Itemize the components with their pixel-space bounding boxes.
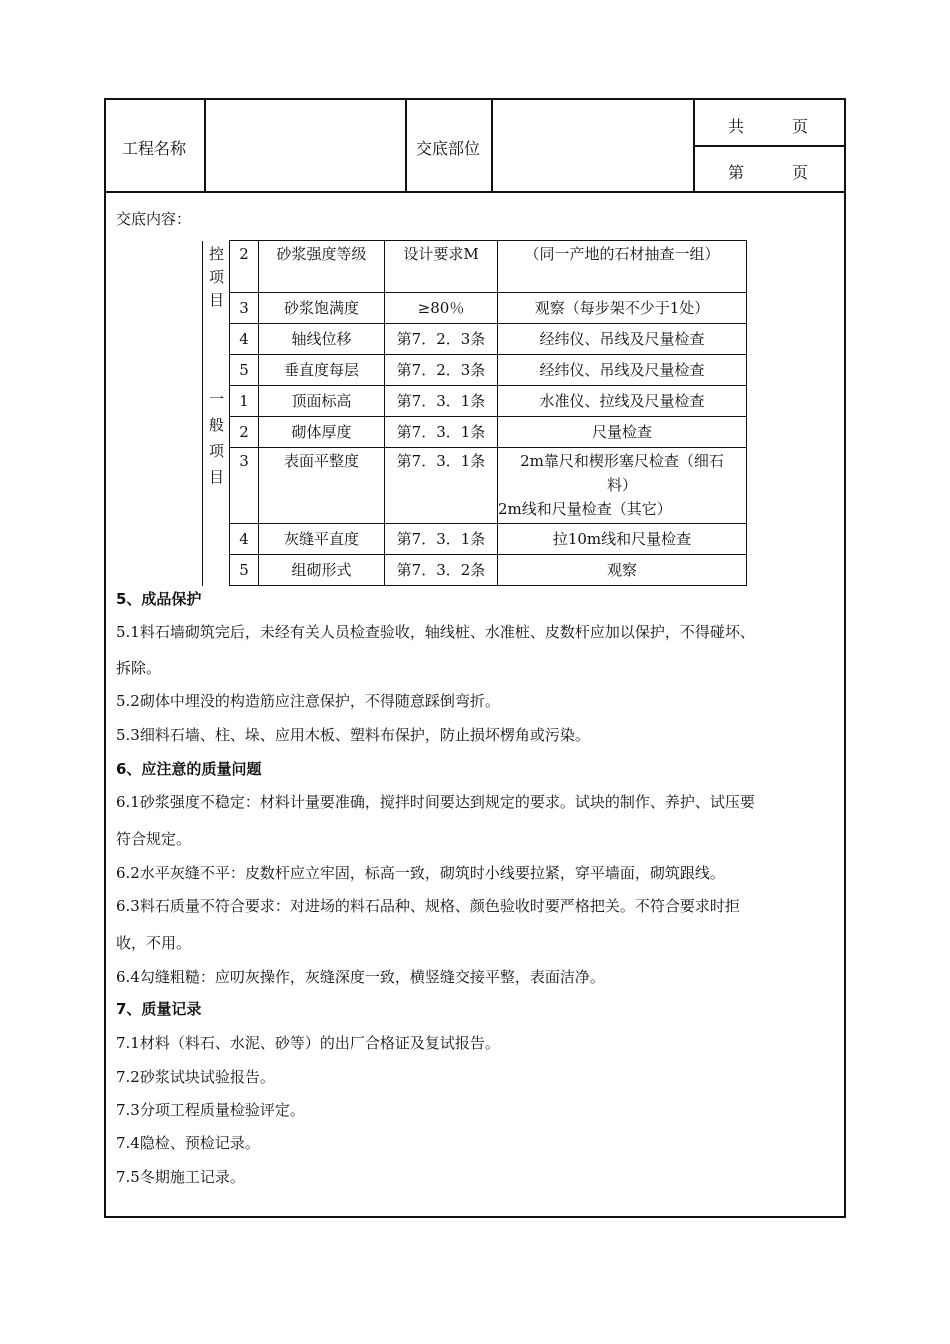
page-number: 第 页 (728, 163, 809, 182)
inspection-table (202, 240, 747, 586)
table-row: 4 灰缝平直度 第7．3．1条 拉10m线和尺量检查 (203, 524, 747, 555)
para-6-2: 6.2水平灰缝不平：皮数杆应立牢固，标高一致，砌筑时小线要拉紧，穿平墙面，砌筑跟线。 (116, 864, 725, 882)
handover-form (104, 98, 846, 1218)
handover-part-label: 交底部位 (416, 139, 481, 158)
section-5-title: 5、成品保护 (116, 590, 202, 608)
para-7-1: 7.1材料（料石、水泥、砂等）的出厂合格证及复试报告。 (116, 1034, 500, 1052)
header-divider-2 (405, 100, 407, 192)
group-general: 一般项目 (203, 386, 230, 586)
para-7-2: 7.2砂浆试块试验报告。 (116, 1068, 275, 1086)
section-6-title: 6、应注意的质量问题 (116, 760, 262, 778)
para-6-3a: 6.3料石质量不符合要求：对进场的料石品种、规格、颜色验收时要严格把关。不符合要求时拒 (116, 897, 740, 915)
table-row: 2 砌体厚度 第7．3．1条 尺量检查 (203, 417, 747, 448)
table-row: 3 砂浆饱满度 ≥80％ 观察（每步架不少于1处） (203, 293, 747, 324)
header-bottom-line (106, 191, 846, 193)
pages-divider (693, 145, 846, 147)
para-5-3: 5.3细料石墙、柱、垛、应用木板、塑料布保护，防止损坏楞角或污染。 (116, 726, 590, 744)
table-row: 5 组砌形式 第7．3．2条 观察 (203, 555, 747, 586)
para-5-2: 5.2砌体中埋没的构造筋应注意保护，不得随意踩倒弯折。 (116, 692, 500, 710)
para-5-1a: 5.1料石墙砌筑完后，未经有关人员检查验收，轴线桩、水准桩、皮数杆应加以保护，不得碰坏、 (116, 623, 755, 641)
para-7-5: 7.5冬期施工记录。 (116, 1168, 245, 1186)
flatness-method: 2m靠尺和楔形塞尺检查（细石 料） 2m线和尺量检查（其它） (498, 448, 747, 524)
para-6-3b: 收，不用。 (116, 934, 192, 952)
para-5-1b: 拆除。 (116, 659, 162, 677)
para-6-4: 6.4勾缝粗糙：应叨灰操作，灰缝深度一致，横竖缝交接平整，表面洁净。 (116, 968, 605, 986)
table-row: 4 轴线位移 第7．2．3条 经纬仪、吊线及尺量检查 (203, 324, 747, 355)
header-divider-1 (204, 100, 206, 192)
para-7-3: 7.3分项工程质量检验评定。 (116, 1101, 305, 1119)
table-row: 5 垂直度每层 第7．2．3条 经纬仪、吊线及尺量检查 (203, 355, 747, 386)
para-6-1a: 6.1砂浆强度不稳定：材料计量要准确，搅拌时间要达到规定的要求。试块的制作、养护、试压要 (116, 793, 755, 811)
content-label: 交底内容： (116, 210, 192, 228)
group-main: 控项目 (203, 241, 230, 386)
para-6-1b: 符合规定。 (116, 830, 192, 848)
table-row: 控项目 2 砂浆强度等级 设计要求M （同一产地的石材抽查一组） (203, 241, 747, 293)
section-7-title: 7、质量记录 (116, 1000, 202, 1018)
para-7-4: 7.4隐检、预检记录。 (116, 1134, 260, 1152)
project-name-label: 工程名称 (122, 139, 187, 158)
table-row: 3 表面平整度 第7．3．1条 2m靠尺和楔形塞尺检查（细石 料） 2m线和尺量检查（其它） (203, 448, 747, 524)
total-pages: 共 页 (728, 117, 809, 136)
table-row: 一般项目 1 顶面标高 第7．3．1条 水准仪、拉线及尺量检查 (203, 386, 747, 417)
header-divider-3 (491, 100, 493, 192)
